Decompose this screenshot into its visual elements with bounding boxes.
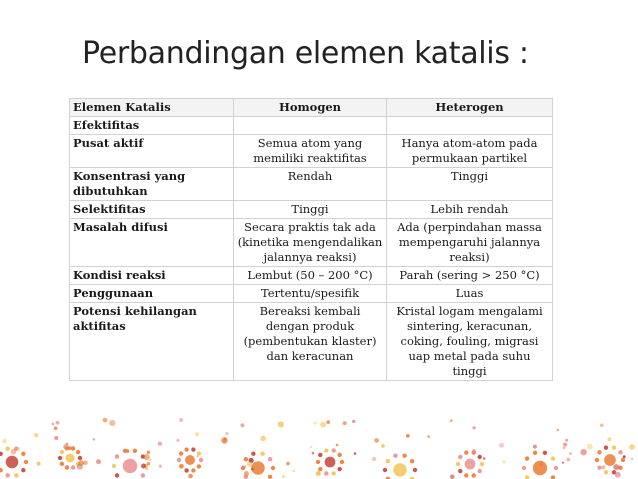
decorative-dot (177, 439, 180, 442)
table-row (70, 285, 553, 303)
decorative-dot (600, 424, 604, 428)
cell-heterogen: Parah (sering > 250 °C) (387, 267, 553, 285)
decorative-dot (147, 462, 150, 465)
decorative-dot (320, 422, 326, 428)
decorative-dot (63, 444, 68, 449)
header-homogen: Homogen (234, 99, 387, 117)
decorative-dot (580, 449, 586, 455)
decorative-flower (316, 448, 344, 475)
decorative-flower (177, 447, 203, 472)
cell-heterogen: Ada (perpindahan massa mempengaruhi jalannya reaksi) (387, 219, 553, 267)
decorative-pattern-footer (0, 400, 638, 479)
decorative-dot (602, 466, 606, 470)
decorative-dot (354, 452, 357, 455)
decorative-dot (565, 439, 568, 442)
decorative-dot (225, 432, 228, 435)
cell-homogen: Secara praktis tak ada (kinetika mengendalikan jalannya reaksi) (234, 219, 387, 267)
decorative-dot (37, 462, 41, 466)
decorative-dot (141, 464, 146, 469)
decorative-dot (326, 420, 330, 424)
decorative-dot (96, 459, 101, 464)
decorative-dot (83, 460, 88, 465)
decorative-dot (343, 421, 347, 425)
table-row (70, 135, 553, 168)
decorative-dot (312, 452, 315, 455)
decorative-dot (195, 432, 199, 436)
cell-heterogen: Lebih rendah (387, 201, 553, 219)
row-label: Selektifitas (70, 201, 234, 219)
row-label: Kondisi reaksi (70, 267, 234, 285)
decorative-dot (158, 442, 162, 446)
table-row (70, 303, 553, 381)
decorative-dot (109, 420, 115, 426)
row-label: Efektifitas (70, 117, 234, 135)
decorative-dot (56, 421, 60, 425)
decorative-dot (54, 436, 58, 440)
decorative-dot (93, 438, 95, 440)
decorative-dot (310, 446, 312, 448)
decorative-dot (159, 465, 162, 468)
decorative-dot (427, 435, 430, 438)
decorative-dot (244, 471, 249, 476)
decorative-dot (2, 439, 7, 444)
decorative-dot (278, 421, 284, 427)
decorative-dot (503, 460, 506, 463)
decorative-dot (483, 457, 486, 460)
decorative-dot (52, 423, 55, 426)
decorative-dot (286, 462, 289, 465)
row-label: Penggunaan (70, 285, 234, 303)
table-header-row (70, 99, 553, 117)
decorative-dot (240, 423, 244, 427)
cell-heterogen: Luas (387, 285, 553, 303)
decorative-dot (54, 427, 58, 431)
decorative-dot (251, 468, 254, 471)
row-label: Potensi kehilangan aktifitas (70, 303, 234, 381)
decorative-dot (372, 457, 376, 461)
table-row (70, 117, 553, 135)
decorative-dot (615, 472, 621, 478)
decorative-dot (450, 419, 453, 422)
decorative-dot (587, 444, 593, 450)
decorative-dot (145, 468, 148, 471)
decorative-flower (456, 450, 484, 477)
decorative-dot (179, 418, 183, 422)
decorative-flower (383, 454, 417, 479)
cell-homogen: Tinggi (234, 201, 387, 219)
table-row (70, 267, 553, 285)
decorative-dot (221, 437, 227, 443)
decorative-dot (607, 437, 611, 441)
decorative-dot (282, 475, 285, 478)
decorative-dot (197, 455, 199, 457)
decorative-flower (595, 445, 625, 474)
slide-title: Perbandingan elemen katalis : (82, 36, 529, 71)
decorative-dot (631, 458, 634, 461)
decorative-dot (629, 444, 635, 450)
table-row (70, 168, 553, 201)
table-row (70, 219, 553, 267)
decorative-dot (562, 462, 564, 464)
decorative-dot (293, 470, 295, 472)
decorative-dot (179, 464, 184, 469)
decorative-dot (316, 471, 321, 476)
decorative-dot (623, 455, 626, 458)
decorative-dot (473, 426, 476, 429)
cell-homogen: Rendah (234, 168, 387, 201)
row-label: Konsentrasi yang dibutuhkan (70, 168, 234, 201)
decorative-dot (567, 458, 571, 462)
header-heterogen: Heterogen (387, 99, 553, 117)
cell-heterogen: Tinggi (387, 168, 553, 201)
decorative-dot (147, 451, 150, 454)
cell-heterogen (387, 117, 553, 135)
decorative-dot (34, 433, 38, 437)
decorative-dot (563, 446, 566, 449)
decorative-dot (563, 442, 567, 446)
decorative-dot (314, 422, 317, 425)
decorative-dot (352, 420, 355, 423)
decorative-dot (144, 454, 150, 460)
decorative-dot (472, 449, 476, 453)
table-row (70, 201, 553, 219)
cell-homogen (234, 117, 387, 135)
decorative-dot (539, 462, 544, 467)
decorative-dot (450, 474, 455, 479)
decorative-dot (243, 465, 246, 468)
cell-heterogen: Hanya atom-atom pada permukaan partikel (387, 135, 553, 168)
cell-homogen: Bereaksi kembali dengan produk (pembentukan klaster) dan keracunan (234, 303, 387, 381)
decorative-dot (103, 418, 108, 423)
cell-heterogen: Kristal logam mengalami sintering, keracunan, coking, fouling, migrasi uap metal pada suhu tinggi (387, 303, 553, 381)
decorative-dot (406, 434, 410, 438)
decorative-dot (557, 429, 559, 431)
cell-homogen: Semua atom yang memiliki reaktifitas (234, 135, 387, 168)
cell-homogen: Lembut (50 – 200 °C) (234, 267, 387, 285)
decorative-dot (499, 443, 504, 448)
decorative-dot (247, 462, 252, 467)
decorative-dot (374, 438, 379, 443)
decorative-dot (11, 449, 17, 455)
header-elemen-katalis: Elemen Katalis (70, 99, 234, 117)
decorative-dot (613, 464, 619, 470)
decorative-dot (569, 452, 571, 454)
decorative-dot (336, 444, 339, 447)
decorative-dot (17, 447, 21, 451)
cell-homogen: Tertentu/spesifik (234, 285, 387, 303)
row-label: Pusat aktif (70, 135, 234, 168)
comparison-table (69, 98, 553, 381)
decorative-dot (533, 445, 537, 449)
decorative-dot (381, 444, 385, 448)
decorative-dot (188, 474, 193, 479)
decorative-dot (126, 449, 129, 452)
row-label: Masalah difusi (70, 219, 234, 267)
decorative-dot (260, 436, 266, 442)
